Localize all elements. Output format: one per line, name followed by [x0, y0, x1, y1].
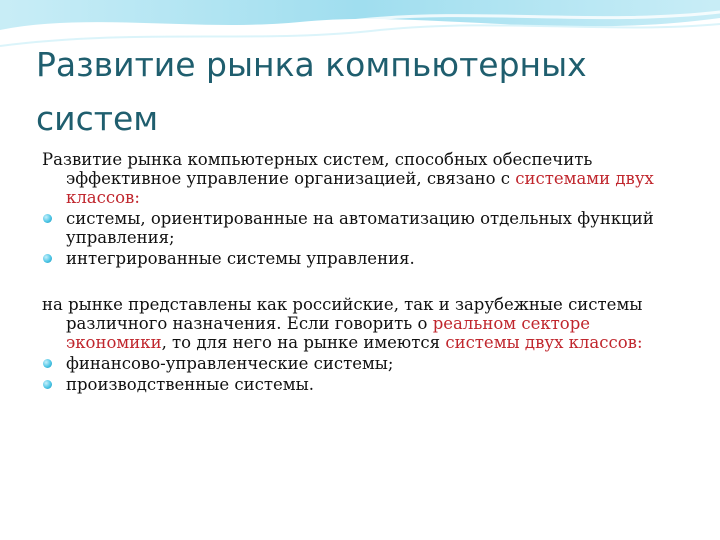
slide-body [42, 150, 692, 394]
paragraph-2-highlight-2: системы двух классов: [445, 333, 643, 352]
paragraph-2-text-2: , то для него на рынке имеются [161, 333, 446, 352]
list-item-text: интегрированные системы управления. [66, 249, 415, 268]
bullet-icon [43, 359, 52, 368]
paragraph-2-highlight-1: реальном секторе экономики [66, 314, 591, 352]
paragraph-1-highlight: системами двух классов: [66, 169, 654, 207]
list-item-text: производственные системы. [66, 375, 315, 394]
list-item [42, 354, 692, 373]
list-item-text: финансово-управленческие системы; [66, 354, 394, 373]
paragraph-1-text: Развитие рынка компьютерных систем, способных обеспечить эффективное управление организацией, связано с [42, 150, 593, 188]
paragraph-2-text: на рынке представлены как российские, так и зарубежные системы различного назначения. Если говорить о [42, 295, 643, 333]
bullet-icon [43, 214, 52, 223]
spacer [42, 268, 692, 295]
list-item-text: системы, ориентированные на автоматизацию отдельных функций управления; [66, 209, 654, 247]
bullet-icon [43, 254, 52, 263]
paragraph-1 [42, 150, 692, 207]
bullet-icon [43, 380, 52, 389]
list-item [42, 375, 692, 394]
slide-title: Развитие рынка компьютерных систем [36, 45, 587, 138]
list-item [42, 209, 692, 247]
paragraph-2 [42, 295, 692, 352]
list-item [42, 249, 692, 268]
